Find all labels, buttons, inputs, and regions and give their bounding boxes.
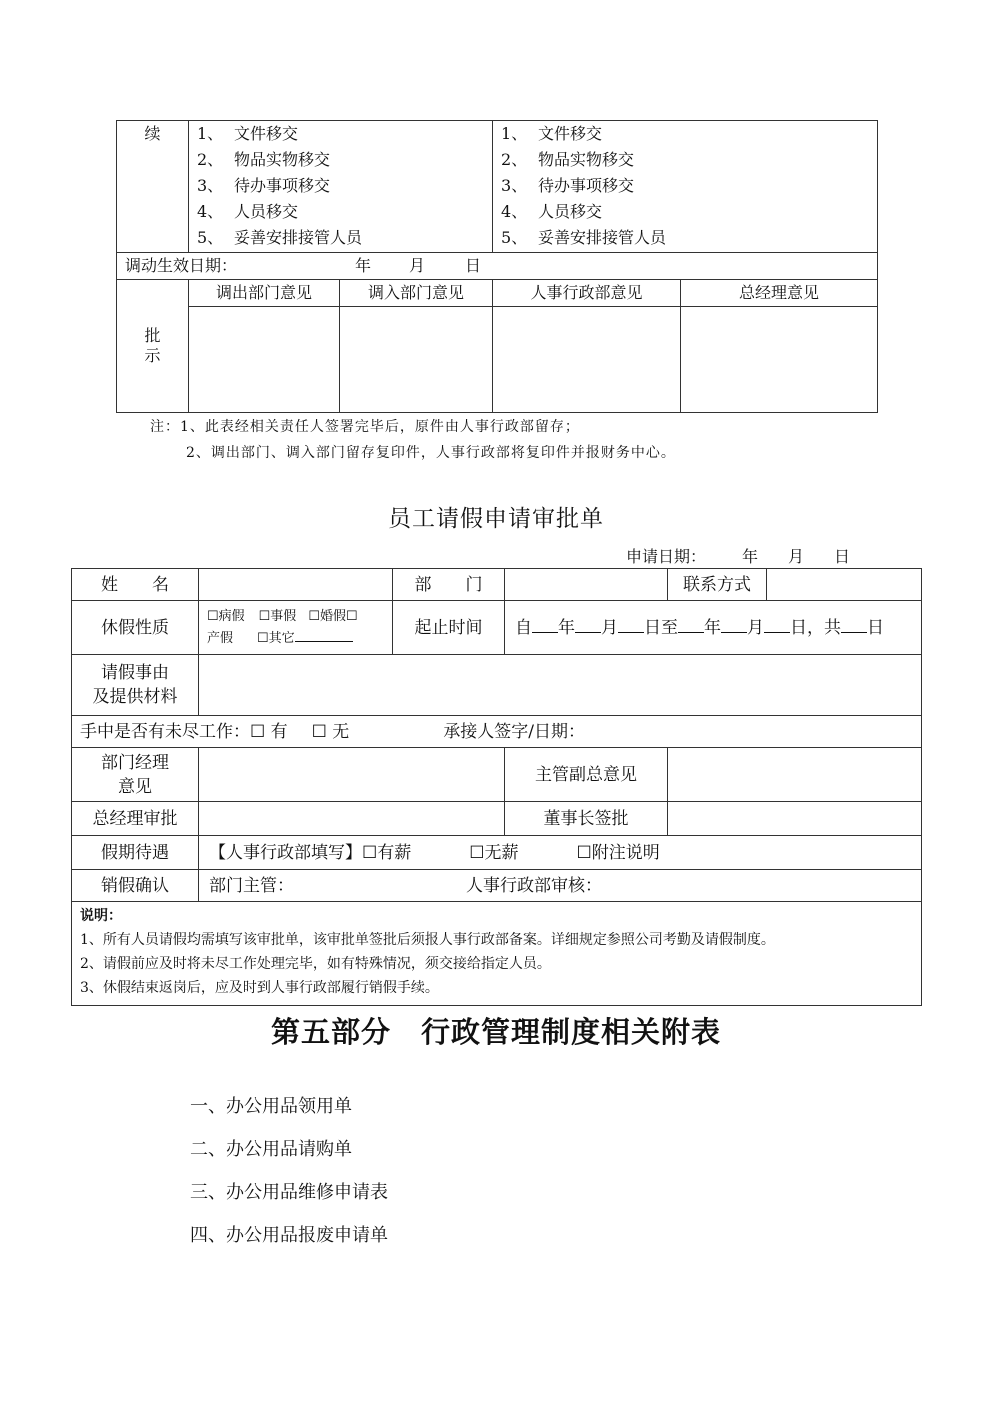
note-line-1: 注：1、此表经相关责任人签署完毕后，原件由人事行政部留存；: [150, 419, 580, 435]
checkbox-other[interactable]: ☐其它: [257, 630, 295, 646]
list-item: 1、 文件移交: [501, 124, 603, 143]
vp-opinion-field[interactable]: [668, 748, 922, 802]
appendix-list: [190, 1092, 388, 1264]
checkbox-paid[interactable]: ☐有薪: [362, 842, 412, 863]
vp-opinion-label: 主管副总意见: [505, 748, 668, 802]
list-item: 4、 人员移交: [501, 202, 603, 221]
effective-date-field[interactable]: 调动生效日期： 年 月 日: [117, 253, 878, 280]
dept-manager-opinion-field[interactable]: [199, 748, 505, 802]
leave-pay-options: [199, 836, 922, 870]
checkbox-maternity[interactable]: 产假: [207, 630, 234, 646]
explanation-line: 1、所有人员请假均需填写该审批单，该审批单签批后须报人事行政部备案。详细规定参照公司考勤及请假制度。: [80, 932, 775, 948]
checkbox-sick[interactable]: ☐病假: [207, 608, 245, 624]
list-item: 4、 人员移交: [197, 202, 299, 221]
note-line-2: 2、调出部门、调入部门留存复印件，人事行政部将复印件并报财务中心。: [186, 445, 676, 461]
checkbox-unpaid[interactable]: ☐无薪: [469, 842, 519, 863]
contact-field[interactable]: [767, 569, 922, 601]
explanation-line: 3、休假结束返岗后，应及时到人事行政部履行销假手续。: [80, 980, 439, 996]
handover-sign-label: 承接人签字/日期：: [443, 721, 586, 742]
list-item: 三、办公用品维修申请表: [190, 1182, 388, 1203]
reason-label: 请假事由 及提供材料: [72, 655, 199, 716]
leave-pay-label: 假期待遇: [72, 836, 199, 870]
list-item: 3、 待办事项移交: [501, 176, 635, 195]
checkbox-yes[interactable]: ☐ 有: [250, 721, 288, 742]
leave-type-options: [199, 601, 393, 655]
list-item: 5、 妥善安排接管人员: [501, 228, 667, 247]
opinion-field-hr[interactable]: [493, 307, 681, 413]
checkbox-personal[interactable]: ☐事假: [258, 608, 297, 624]
name-label: 姓 名: [72, 569, 199, 601]
list-item: 1、 文件移交: [197, 124, 299, 143]
leave-form-table: [71, 568, 922, 1006]
cancel-confirm-field[interactable]: [199, 870, 922, 902]
opinion-header-out-dept: 调出部门意见: [189, 280, 340, 307]
continue-label: 续: [117, 121, 189, 253]
explanation-line: 2、请假前应及时将未尽工作处理完毕，如有特殊情况，须交接给指定人员。: [80, 956, 551, 972]
checkbox-no[interactable]: ☐ 无: [311, 721, 350, 742]
list-item: 2、 物品实物移交: [197, 150, 331, 169]
explanation-block: [72, 902, 922, 1006]
opinion-header-in-dept: 调入部门意见: [340, 280, 493, 307]
section-title: 第五部分 行政管理制度相关附表: [270, 1015, 721, 1049]
date-range-field[interactable]: 自 年 月 日至 年 月 日，共 日: [505, 601, 922, 655]
gm-approval-field[interactable]: [199, 802, 505, 836]
opinion-header-gm: 总经理意见: [681, 280, 878, 307]
hr-fill-label: 【人事行政部填写】: [209, 842, 362, 863]
handover-list-out: [189, 121, 493, 253]
other-blank[interactable]: [295, 629, 353, 642]
start-end-label: 起止时间: [393, 601, 505, 655]
chairman-sign-field[interactable]: [668, 802, 922, 836]
cancel-confirm-label: 销假确认: [72, 870, 199, 902]
dept-field[interactable]: [505, 569, 668, 601]
apply-date: 申请日期： 年 月 日: [626, 547, 851, 566]
opinion-field-gm[interactable]: [681, 307, 878, 413]
gm-approval-label: 总经理审批: [72, 802, 199, 836]
hr-review-label: 人事行政部审核：: [466, 875, 602, 896]
name-field[interactable]: [199, 569, 393, 601]
leave-type-label: 休假性质: [72, 601, 199, 655]
list-item: 5、 妥善安排接管人员: [197, 228, 363, 247]
dept-head-label: 部门主管：: [209, 875, 294, 896]
list-item: 二、办公用品请购单: [190, 1139, 352, 1160]
pending-work-row: [72, 716, 922, 748]
contact-label: 联系方式: [668, 569, 767, 601]
leave-form-title: 员工请假申请审批单: [388, 506, 604, 532]
list-item: 3、 待办事项移交: [197, 176, 331, 195]
approval-label: 批 示: [117, 280, 189, 413]
handover-list-in: [493, 121, 878, 253]
pending-work-label: 手中是否有未尽工作：: [80, 721, 250, 742]
checkbox-marriage[interactable]: ☐婚假☐: [308, 608, 358, 624]
reason-field[interactable]: [199, 655, 922, 716]
list-item: 四、办公用品报废申请单: [190, 1225, 388, 1246]
opinion-header-hr: 人事行政部意见: [493, 280, 681, 307]
opinion-field-out-dept[interactable]: [189, 307, 340, 413]
list-item: 一、办公用品领用单: [190, 1096, 352, 1117]
list-item: 2、 物品实物移交: [501, 150, 635, 169]
checkbox-note[interactable]: ☐附注说明: [576, 842, 660, 863]
dept-label: 部 门: [393, 569, 505, 601]
opinion-field-in-dept[interactable]: [340, 307, 493, 413]
effective-date-label: 调动生效日期：: [125, 256, 238, 275]
transfer-table: [116, 120, 878, 413]
dept-manager-label: 部门经理 意见: [72, 748, 199, 802]
chairman-sign-label: 董事长签批: [505, 802, 668, 836]
explanation-title: 说明：: [80, 908, 122, 924]
